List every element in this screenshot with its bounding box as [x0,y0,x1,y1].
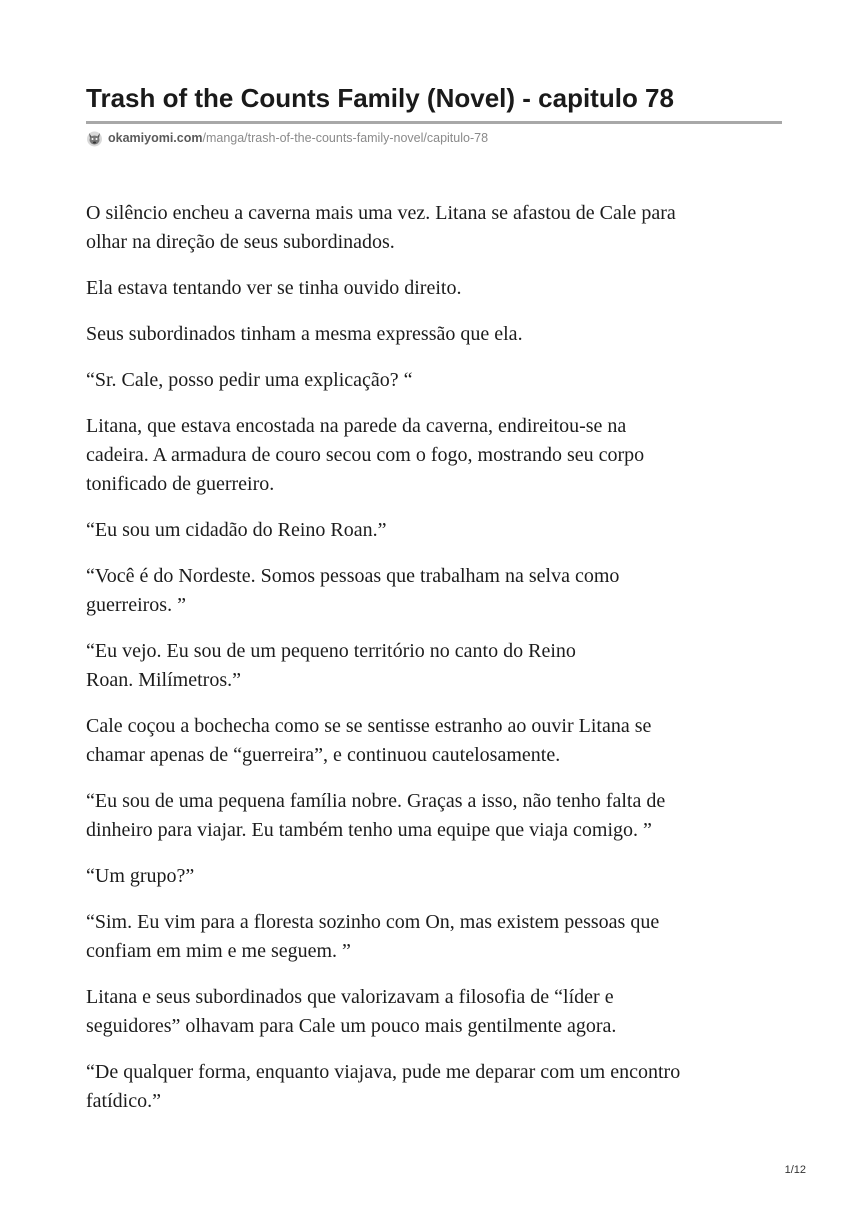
paragraph-line: fatídico.” [86,1090,161,1112]
paragraph [86,320,796,349]
wolf-logo-icon [86,130,103,147]
paragraph [86,516,796,545]
paragraph-line: Litana e seus subordinados que valorizavam a filosofia de “líder e [86,986,614,1008]
paragraph-line: Litana, que estava encostada na parede da caverna, endireitou-se na [86,415,627,437]
paragraph-line: confiam em mim e me seguem. ” [86,940,351,962]
paragraph-line: “Eu sou de uma pequena família nobre. Graças a isso, não tenho falta de [86,790,666,812]
page-number: 1/12 [784,1164,806,1176]
title-divider [86,121,782,124]
paragraph [86,562,796,620]
paragraph [86,412,796,499]
source-link[interactable] [86,128,488,148]
chapter-body [86,199,796,1133]
paragraph-line: “Eu sou um cidadão do Reino Roan.” [86,519,387,541]
paragraph-line: Roan. Milímetros.” [86,669,241,691]
paragraph-line: “Um grupo?” [86,865,195,887]
paragraph-line: Seus subordinados tinham a mesma expressão que ela. [86,323,523,345]
paragraph [86,637,796,695]
paragraph-line: tonificado de guerreiro. [86,473,275,495]
paragraph-line: Ela estava tentando ver se tinha ouvido direito. [86,277,462,299]
paragraph-line: O silêncio encheu a caverna mais uma vez. Litana se afastou de Cale para [86,202,676,224]
source-domain[interactable]: okamiyomi.com [108,131,203,145]
paragraph-line: “Sim. Eu vim para a floresta sozinho com On, mas existem pessoas que [86,911,660,933]
paragraph [86,862,796,891]
paragraph [86,908,796,966]
paragraph-line: “De qualquer forma, enquanto viajava, pude me deparar com um encontro [86,1061,681,1083]
paragraph [86,787,796,845]
paragraph [86,274,796,303]
paragraph-line: “Você é do Nordeste. Somos pessoas que trabalham na selva como [86,565,620,587]
paragraph-line: “Eu vejo. Eu sou de um pequeno território no canto do Reino [86,640,576,662]
paragraph [86,1058,796,1116]
paragraph-line: guerreiros. ” [86,594,186,616]
page-title: Trash of the Counts Family (Novel) - capitulo 78 [86,83,674,113]
paragraph-line: chamar apenas de “guerreira”, e continuou cautelosamente. [86,744,561,766]
paragraph [86,983,796,1041]
paragraph-line: Cale coçou a bochecha como se se sentisse estranho ao ouvir Litana se [86,715,652,737]
paragraph-line: olhar na direção de seus subordinados. [86,231,395,253]
paragraph [86,199,796,257]
paragraph-line: “Sr. Cale, posso pedir uma explicação? “ [86,369,413,391]
paragraph-line: seguidores” olhavam para Cale um pouco mais gentilmente agora. [86,1015,617,1037]
paragraph-line: cadeira. A armadura de couro secou com o fogo, mostrando seu corpo [86,444,645,466]
source-path[interactable]: /manga/trash-of-the-counts-family-novel/capitulo-78 [202,131,489,145]
paragraph [86,712,796,770]
paragraph [86,366,796,395]
paragraph-line: dinheiro para viajar. Eu também tenho uma equipe que viaja comigo. ” [86,819,652,841]
